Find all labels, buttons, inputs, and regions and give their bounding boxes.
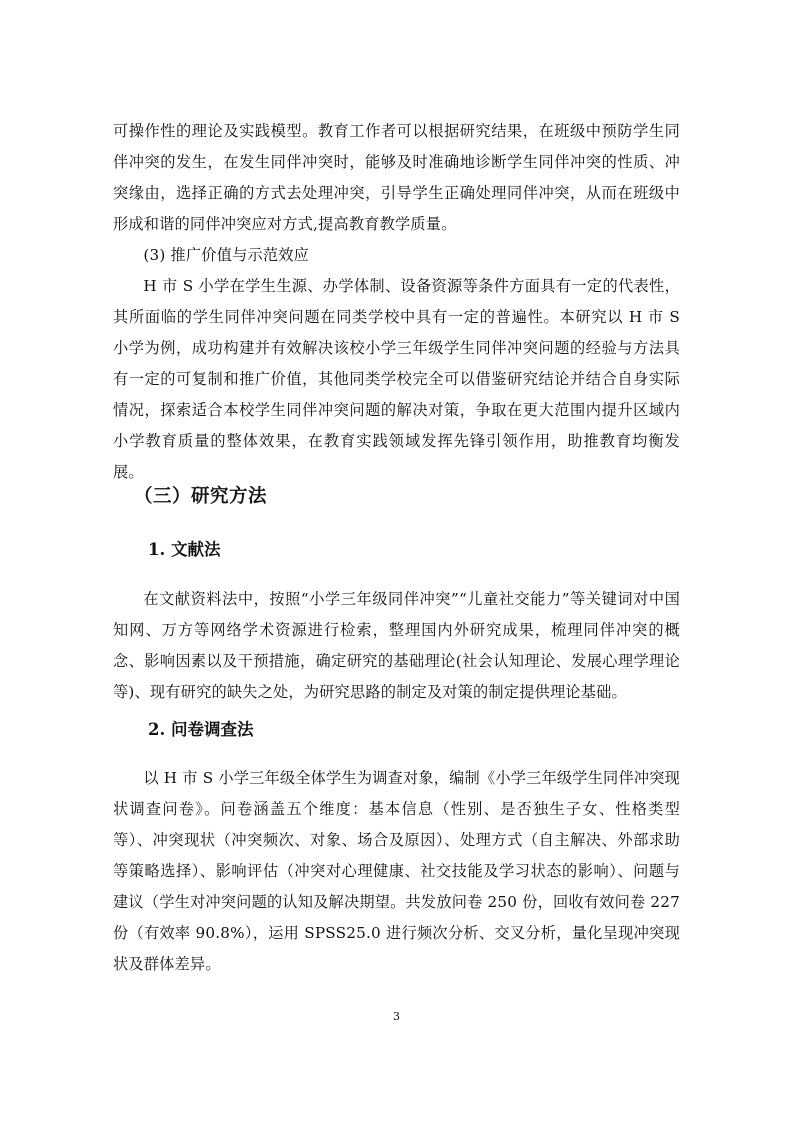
section-title-research-methods: （三）研究方法 [134, 486, 268, 507]
paragraph-promotion: H 市 S 小学在学生生源、办学体制、设备资源等条件方面具有一定的代表性，其所面临的学生同伴冲突问题在同类学校中具有一定的普遍性。本研究以 H 市 S 小学为例，成功构建并有效解决该校小学三年级学生同伴冲突问题的经验与方法具有一定的可复制和推广价值，其他同类学校完全可以借鉴研究结论并结合自身实际情况，探索适合本校学生同伴冲突问题的解决对策，争取在更大范围内提升区域内小学教育质量的整体效果，在教育实践领域发挥先锋引领作用，助推教育均衡发展。 [113, 277, 680, 481]
method-title-literature: 1. 文献法 [148, 540, 221, 559]
method-title-questionnaire: 2. 问卷调查法 [148, 720, 254, 739]
subheading-promotion-value: (3) 推广价值与示范效应 [143, 246, 310, 264]
paragraph-questionnaire-method: 以 H 市 S 小学三年级全体学生为调查对象，编制《小学三年级学生同伴冲突现状调查问卷》。问卷涵盖五个维度：基本信息（性别、是否独生子女、性格类型等）、冲突现状（冲突频次、对象、场合及原因）、处理方式（自主解决、外部求助等策略选择）、影响评估（冲突对心理健康、社交技能及学习状态的影响）、问题与建议（学生对冲突问题的认知及解决期望。共发放问卷 250 份，回收有效问卷 227 份（有效率 90.8%），运用 SPSS25.0 进行频次分析、交叉分析，量化呈现冲突现状及群体差异。 [113, 769, 680, 973]
page-number: 3 [393, 1010, 400, 1023]
paragraph-literature-method: 在文献资料法中，按照“小学三年级同伴冲突”“儿童社交能力”等关键词对中国知网、万方等网络学术资源进行检索，整理国内外研究成果，梳理同伴冲突的概念、影响因素以及干预措施，确定研究的基础理论(社会认知理论、发展心理学理论等)、现有研究的缺失之处，为研究思路的制定及对策的制定提供理论基础。 [113, 590, 680, 701]
paragraph-continued: 可操作性的理论及实践模型。教育工作者可以根据研究结果，在班级中预防学生同伴冲突的发生，在发生同伴冲突时，能够及时准确地诊断学生同伴冲突的性质、冲突缘由，选择正确的方式去处理冲突，引导学生正确处理同伴冲突，从而在班级中形成和谐的同伴冲突应对方式,提高教育教学质量。 [113, 122, 680, 233]
